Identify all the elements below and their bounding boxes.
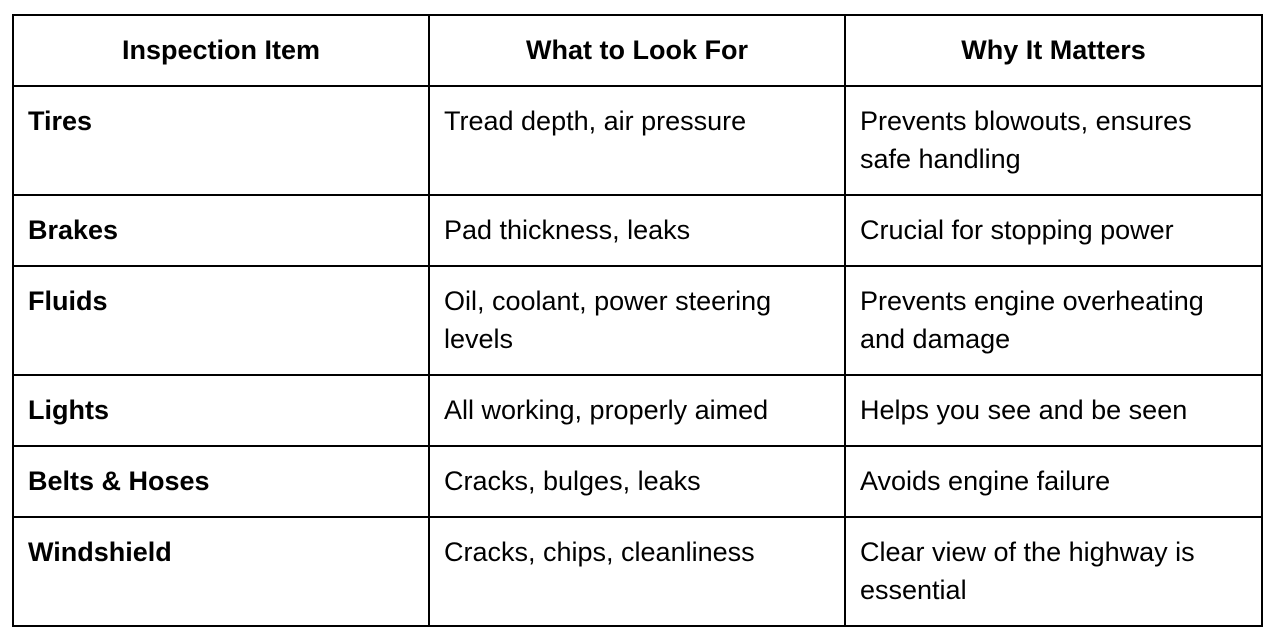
- what-to-look-for-cell: Cracks, bulges, leaks: [429, 446, 845, 517]
- inspection-table: [12, 14, 1263, 627]
- table-row: [13, 517, 1262, 626]
- what-to-look-for-cell: Tread depth, air pressure: [429, 86, 845, 195]
- what-to-look-for-cell: All working, properly aimed: [429, 375, 845, 446]
- why-it-matters-cell: Prevents engine overheating and damage: [845, 266, 1262, 375]
- inspection-item-cell: Belts & Hoses: [13, 446, 429, 517]
- table-row: [13, 446, 1262, 517]
- table-row: [13, 266, 1262, 375]
- table-row: [13, 195, 1262, 266]
- table-header-row: [13, 15, 1262, 86]
- table-row: [13, 375, 1262, 446]
- inspection-item-cell: Windshield: [13, 517, 429, 626]
- why-it-matters-cell: Crucial for stopping power: [845, 195, 1262, 266]
- what-to-look-for-cell: Cracks, chips, cleanliness: [429, 517, 845, 626]
- column-header-what-to-look-for: What to Look For: [429, 15, 845, 86]
- inspection-item-cell: Lights: [13, 375, 429, 446]
- inspection-item-cell: Fluids: [13, 266, 429, 375]
- why-it-matters-cell: Avoids engine failure: [845, 446, 1262, 517]
- why-it-matters-cell: Prevents blowouts, ensures safe handling: [845, 86, 1262, 195]
- table-row: [13, 86, 1262, 195]
- column-header-why-it-matters: Why It Matters: [845, 15, 1262, 86]
- what-to-look-for-cell: Oil, coolant, power steering levels: [429, 266, 845, 375]
- inspection-item-cell: Tires: [13, 86, 429, 195]
- inspection-item-cell: Brakes: [13, 195, 429, 266]
- why-it-matters-cell: Clear view of the highway is essential: [845, 517, 1262, 626]
- why-it-matters-cell: Helps you see and be seen: [845, 375, 1262, 446]
- what-to-look-for-cell: Pad thickness, leaks: [429, 195, 845, 266]
- column-header-inspection-item: Inspection Item: [13, 15, 429, 86]
